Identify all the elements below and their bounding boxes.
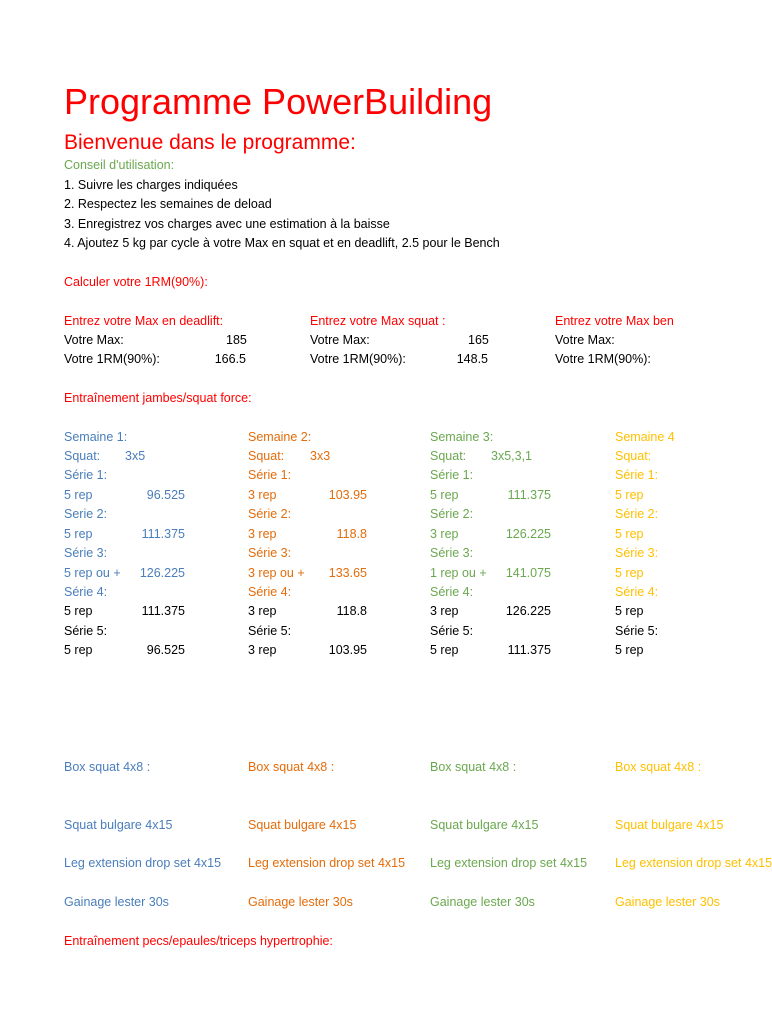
week4-accessory: Squat bulgare 4x15 xyxy=(615,818,724,832)
week2-title: Semaine 2: xyxy=(248,430,312,444)
week2-set1-load: 103.95 xyxy=(328,488,367,502)
week4-set2-reps: 5 rep xyxy=(615,527,644,541)
week1-set2-reps: 5 rep xyxy=(64,527,93,541)
week4-squat-label: Squat: xyxy=(615,449,652,463)
week2-scheme: 3x3 xyxy=(310,449,331,463)
squat-rm-value: 148.5 xyxy=(456,352,488,366)
week2-set1-label: Série 1: xyxy=(248,468,292,482)
week4-set4-reps: 5 rep xyxy=(615,604,644,618)
week3-accessory: Box squat 4x8 : xyxy=(430,760,517,774)
week2-accessory: Squat bulgare 4x15 xyxy=(248,818,357,832)
squat-rm-label: Votre 1RM(90%): xyxy=(310,352,406,366)
week2-set3-load: 133.65 xyxy=(328,566,367,580)
week3-set2-label: Série 2: xyxy=(430,507,474,521)
week2-set2-reps: 3 rep xyxy=(248,527,277,541)
week1-set3-label: Série 3: xyxy=(64,546,108,560)
week4-accessory: Box squat 4x8 : xyxy=(615,760,702,774)
week2-set5-label: Série 5: xyxy=(248,624,292,638)
week3-title: Semaine 3: xyxy=(430,430,494,444)
week1-set1-load: 96.525 xyxy=(146,488,185,502)
week3-set5-label: Série 5: xyxy=(430,624,474,638)
week3-set1-reps: 5 rep xyxy=(430,488,459,502)
week1-set3-reps: 5 rep ou + xyxy=(64,566,121,580)
week3-set3-label: Série 3: xyxy=(430,546,474,560)
week1-title: Semaine 1: xyxy=(64,430,128,444)
week4-title: Semaine 4 xyxy=(615,430,675,444)
bench-votre-max-label: Votre Max: xyxy=(555,333,615,347)
week3-set5-reps: 5 rep xyxy=(430,643,459,657)
week4-accessory: Gainage lester 30s xyxy=(615,895,720,909)
deadlift-max-label: Entrez votre Max en deadlift: xyxy=(64,314,224,328)
week4-set2-label: Série 2: xyxy=(615,507,659,521)
page-title: Programme PowerBuilding xyxy=(64,81,493,122)
week1-set1-reps: 5 rep xyxy=(64,488,93,502)
week4-set5-label: Série 5: xyxy=(615,624,659,638)
deadlift-votre-max-label: Votre Max: xyxy=(64,333,124,347)
week1-set2-load: 111.375 xyxy=(141,527,185,541)
upper-heading: Entraînement pecs/epaules/triceps hypertrophie: xyxy=(64,934,333,948)
bench-rm-label: Votre 1RM(90%): xyxy=(555,352,651,366)
week3-accessory: Leg extension drop set 4x15 xyxy=(430,856,588,870)
week2-accessory: Box squat 4x8 : xyxy=(248,760,335,774)
week4-accessory: Leg extension drop set 4x15 xyxy=(615,856,772,870)
week2-set5-load: 103.95 xyxy=(328,643,367,657)
week2-set4-load: 118.8 xyxy=(336,604,367,618)
week4-set1-label: Série 1: xyxy=(615,468,659,482)
week2-set4-reps: 3 rep xyxy=(248,604,277,618)
week1-set3-load: 126.225 xyxy=(139,566,185,580)
week2-set3-label: Série 3: xyxy=(248,546,292,560)
week4-set5-reps: 5 rep xyxy=(615,643,644,657)
week3-scheme: 3x5,3,1 xyxy=(491,449,533,463)
week3-set4-reps: 3 rep xyxy=(430,604,459,618)
week3-set4-label: Série 4: xyxy=(430,585,474,599)
week3-accessory: Squat bulgare 4x15 xyxy=(430,818,539,832)
week4-set3-label: Série 3: xyxy=(615,546,659,560)
week1-set4-label: Série 4: xyxy=(64,585,108,599)
squat-votre-max-label: Votre Max: xyxy=(310,333,370,347)
week1-set5-load: 96.525 xyxy=(146,643,185,657)
week1-squat-label: Squat: xyxy=(64,449,101,463)
week2-accessory: Gainage lester 30s xyxy=(248,895,353,909)
week2-set5-reps: 3 rep xyxy=(248,643,277,657)
week2-set1-reps: 3 rep xyxy=(248,488,277,502)
advice-item: 3. Enregistrez vos charges avec une estimation à la baisse xyxy=(64,217,390,231)
advice-heading: Conseil d'utilisation: xyxy=(64,158,175,172)
week3-set1-load: 111.375 xyxy=(507,488,551,502)
squat-max-label: Entrez votre Max squat : xyxy=(310,314,446,328)
squat-max-value[interactable]: 165 xyxy=(468,333,489,347)
week2-set2-label: Série 2: xyxy=(248,507,292,521)
legs-heading: Entraînement jambes/squat force: xyxy=(64,391,252,405)
week1-accessory: Squat bulgare 4x15 xyxy=(64,818,173,832)
week3-set1-label: Série 1: xyxy=(430,468,474,482)
week2-set4-label: Série 4: xyxy=(248,585,292,599)
advice-item: 4. Ajoutez 5 kg par cycle à votre Max en squat et en deadlift, 2.5 pour le Bench xyxy=(64,236,500,250)
week3-accessory: Gainage lester 30s xyxy=(430,895,535,909)
week1-accessory: Leg extension drop set 4x15 xyxy=(64,856,222,870)
week2-set2-load: 118.8 xyxy=(336,527,367,541)
week1-set4-load: 111.375 xyxy=(141,604,185,618)
deadlift-rm-label: Votre 1RM(90%): xyxy=(64,352,160,366)
week1-accessory: Box squat 4x8 : xyxy=(64,760,151,774)
week1-set5-reps: 5 rep xyxy=(64,643,93,657)
week4-set1-reps: 5 rep xyxy=(615,488,644,502)
week1-set1-label: Série 1: xyxy=(64,468,108,482)
bench-max-label: Entrez votre Max ben xyxy=(555,314,674,328)
week3-set3-load: 141.075 xyxy=(505,566,551,580)
week3-set2-load: 126.225 xyxy=(505,527,551,541)
week3-set4-load: 126.225 xyxy=(505,604,551,618)
week1-set5-label: Série 5: xyxy=(64,624,108,638)
week1-accessory: Gainage lester 30s xyxy=(64,895,169,909)
week1-set2-label: Serie 2: xyxy=(64,507,108,521)
calc-heading: Calculer votre 1RM(90%): xyxy=(64,275,208,289)
week2-set3-reps: 3 rep ou + xyxy=(248,566,305,580)
deadlift-max-value[interactable]: 185 xyxy=(226,333,247,347)
deadlift-rm-value: 166.5 xyxy=(214,352,246,366)
week4-set4-label: Série 4: xyxy=(615,585,659,599)
advice-item: 2. Respectez les semaines de deload xyxy=(64,197,272,211)
advice-item: 1. Suivre les charges indiquées xyxy=(64,178,238,192)
week4-column xyxy=(615,0,772,1024)
week2-accessory: Leg extension drop set 4x15 xyxy=(248,856,406,870)
week1-set4-reps: 5 rep xyxy=(64,604,93,618)
week3-set5-load: 111.375 xyxy=(507,643,551,657)
week3-set3-reps: 1 rep ou + xyxy=(430,566,487,580)
week3-set2-reps: 3 rep xyxy=(430,527,459,541)
week2-squat-label: Squat: xyxy=(248,449,285,463)
week3-squat-label: Squat: xyxy=(430,449,467,463)
week1-scheme: 3x5 xyxy=(125,449,146,463)
welcome-heading: Bienvenue dans le programme: xyxy=(64,131,356,154)
week4-set3-reps: 5 rep xyxy=(615,566,644,580)
